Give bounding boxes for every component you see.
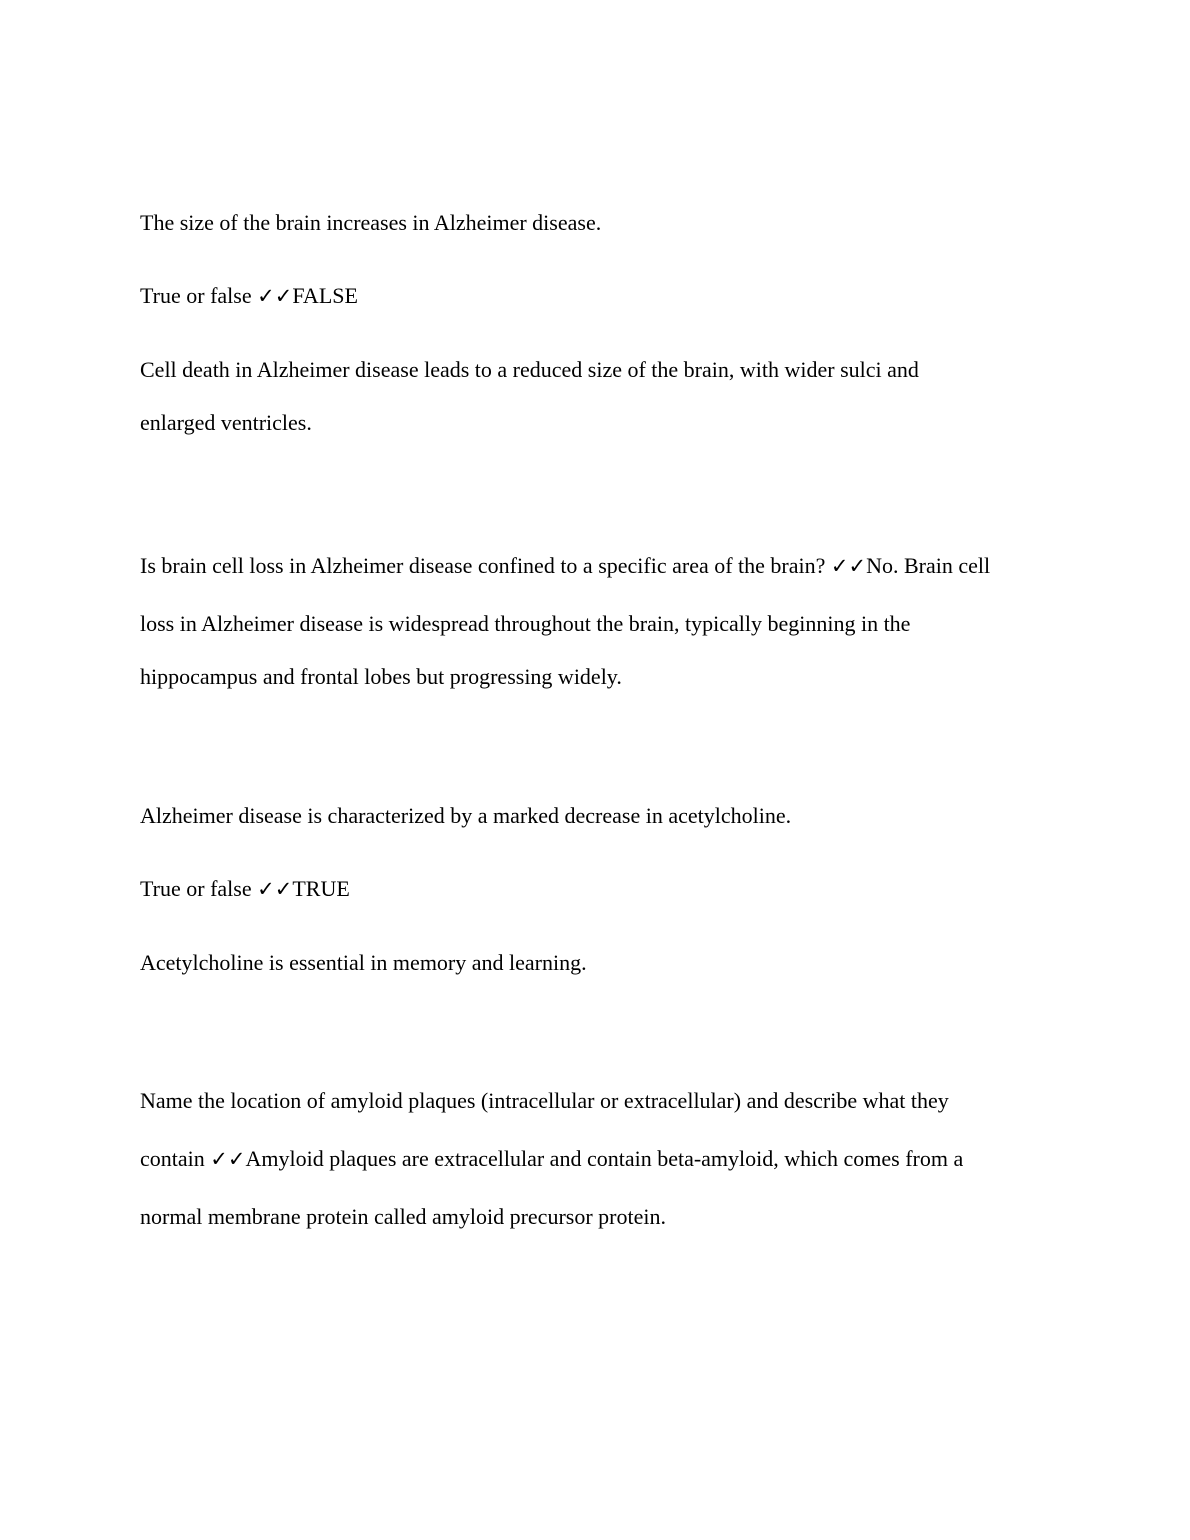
double-check-icon: ✓✓: [257, 284, 293, 308]
double-check-icon: ✓✓: [210, 1147, 246, 1171]
answer-3-text: TRUE: [292, 876, 350, 901]
question-4-line-1: [140, 1088, 1060, 1114]
answer-4-line-2: [140, 1146, 1060, 1172]
answer-2-line-3: [140, 664, 1060, 690]
answer-text: hippocampus and frontal lobes but progressing widely.: [140, 664, 622, 689]
question-2-line-1: [140, 553, 1060, 579]
explanation-3: [140, 950, 1060, 976]
question-2-text: Is brain cell loss in Alzheimer disease confined to a specific area of the brain?: [140, 553, 826, 578]
question-4-text: Name the location of amyloid plaques (intracellular or extracellular) and describe what they: [140, 1088, 949, 1113]
question-4-end: contain: [140, 1146, 205, 1171]
answer-4-text: Amyloid plaques are extracellular and contain beta-amyloid, which comes from a: [245, 1146, 964, 1171]
question-3-text: Alzheimer disease is characterized by a marked decrease in acetylcholine.: [140, 803, 792, 828]
true-false-prompt: True or false: [140, 876, 252, 901]
explanation-1-line-2: [140, 410, 1060, 436]
double-check-icon: ✓✓: [257, 877, 293, 901]
answer-1-line: [140, 283, 1060, 309]
answer-1-text: FALSE: [292, 283, 358, 308]
question-1-text: The size of the brain increases in Alzheimer disease.: [140, 210, 602, 235]
explanation-text: Cell death in Alzheimer disease leads to a reduced size of the brain, with wider sulci and: [140, 357, 919, 382]
answer-2-line-2: [140, 611, 1060, 637]
explanation-text: enlarged ventricles.: [140, 410, 312, 435]
answer-3-line: [140, 876, 1060, 902]
answer-4-line-3: [140, 1204, 1060, 1230]
explanation-1-line-1: [140, 357, 1060, 383]
explanation-text: Acetylcholine is essential in memory and learning.: [140, 950, 587, 975]
double-check-icon: ✓✓: [830, 554, 867, 578]
answer-text: normal membrane protein called amyloid precursor protein.: [140, 1204, 666, 1229]
answer-2-start: No. Brain cell: [866, 553, 991, 578]
question-3: [140, 803, 1060, 829]
true-false-prompt: True or false: [140, 283, 252, 308]
answer-text: loss in Alzheimer disease is widespread throughout the brain, typically beginning in the: [140, 611, 911, 636]
question-1: [140, 210, 1060, 236]
